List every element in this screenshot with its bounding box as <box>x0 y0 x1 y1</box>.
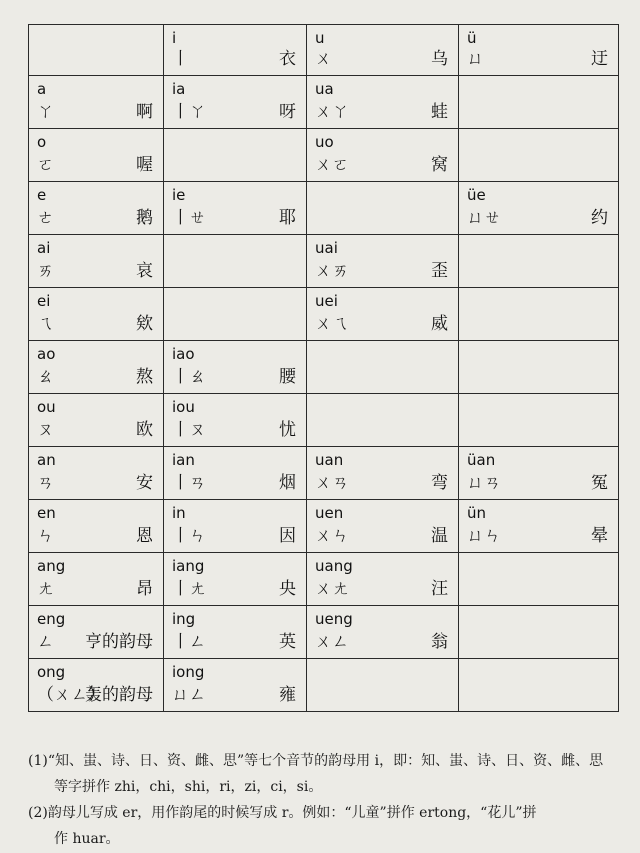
pinyin-label: ou <box>37 398 56 416</box>
table-cell <box>29 129 164 182</box>
example-char: 因 <box>279 526 296 546</box>
pinyin-label: uei <box>315 292 338 310</box>
cell-content <box>459 553 618 605</box>
example-char: 威 <box>431 314 448 334</box>
pinyin-label: uo <box>315 133 334 151</box>
example-char: 翁 <box>431 632 448 652</box>
zhuyin-label: 丨ㄤ <box>172 579 206 599</box>
cell-content <box>459 288 618 340</box>
zhuyin-label: ㄤ <box>37 579 54 599</box>
pinyin-label: uen <box>315 504 344 522</box>
pinyin-label: ong <box>37 663 66 681</box>
example-char: 央 <box>279 579 296 599</box>
example-char: 弯 <box>431 473 448 493</box>
cell-content <box>164 447 306 499</box>
cell-content <box>459 394 618 446</box>
cell-content <box>29 341 163 393</box>
table-cell <box>459 235 619 288</box>
zhuyin-label: ㄩㄢ <box>467 473 501 493</box>
cell-content <box>459 129 618 181</box>
zhuyin-label: ㄠ <box>37 367 54 387</box>
zhuyin-label: ㄢ <box>37 473 54 493</box>
cell-content <box>459 25 618 75</box>
table-cell <box>459 606 619 659</box>
table-cell <box>29 553 164 606</box>
table-cell <box>29 341 164 394</box>
cell-content <box>459 606 618 658</box>
zhuyin-label: ㄩㄥ <box>172 685 206 705</box>
example-char: 轰的韵母 <box>85 685 153 705</box>
zhuyin-label: 丨ㄢ <box>172 473 206 493</box>
table-cell <box>307 394 459 447</box>
cell-content <box>29 447 163 499</box>
cell-content <box>307 129 458 181</box>
table-cell <box>307 500 459 553</box>
table-cell <box>459 76 619 129</box>
example-char: 冤 <box>591 473 608 493</box>
table-row <box>29 500 619 553</box>
table-cell <box>459 288 619 341</box>
zhuyin-label: 丨ㄥ <box>172 632 206 652</box>
cell-content <box>307 76 458 128</box>
table-cell <box>459 182 619 235</box>
zhuyin-label: 丨ㄠ <box>172 367 206 387</box>
table-cell <box>307 553 459 606</box>
cell-content <box>29 235 163 287</box>
pinyin-label: uan <box>315 451 344 469</box>
cell-content <box>164 25 306 75</box>
pinyin-label: iao <box>172 345 195 363</box>
table-row <box>29 235 619 288</box>
cell-content <box>307 553 458 605</box>
zhuyin-label: ㄨㄚ <box>315 102 349 122</box>
cell-content <box>459 659 618 711</box>
cell-content <box>29 659 163 711</box>
cell-content <box>307 288 458 340</box>
pinyin-label: o <box>37 133 47 151</box>
table-cell <box>164 76 307 129</box>
pinyin-label: ueng <box>315 610 353 628</box>
zhuyin-label: ㄩ <box>467 49 484 69</box>
cell-content <box>459 341 618 393</box>
zhuyin-label: ㄨㄣ <box>315 526 349 546</box>
cell-content <box>29 606 163 658</box>
table-cell <box>164 659 307 712</box>
zhuyin-label: ㄚ <box>37 102 54 122</box>
cell-content <box>307 25 458 75</box>
zhuyin-label: ㄡ <box>37 420 54 440</box>
cell-content <box>307 659 458 711</box>
table-cell <box>164 500 307 553</box>
example-char: 歪 <box>431 261 448 281</box>
zhuyin-label: ㄨㄤ <box>315 579 349 599</box>
example-char: 温 <box>431 526 448 546</box>
example-char: 衣 <box>279 49 296 69</box>
cell-content <box>29 182 163 234</box>
cell-content <box>307 235 458 287</box>
cell-content <box>29 553 163 605</box>
table-row <box>29 553 619 606</box>
table-cell <box>459 394 619 447</box>
table-row <box>29 288 619 341</box>
table-cell <box>307 341 459 394</box>
zhuyin-label: 丨 <box>172 49 189 69</box>
example-char: 腰 <box>279 367 296 387</box>
zhuyin-label: ㄥ <box>37 632 54 652</box>
zhuyin-label: 丨ㄣ <box>172 526 206 546</box>
cell-content <box>29 500 163 552</box>
table-cell <box>29 659 164 712</box>
zhuyin-label: ㄨㄛ <box>315 155 349 175</box>
cell-content <box>307 606 458 658</box>
table-cell <box>29 288 164 341</box>
example-char: 鹅 <box>136 208 153 228</box>
pinyin-label: uai <box>315 239 338 257</box>
zhuyin-label: ㄩㄝ <box>467 208 501 228</box>
header-row <box>29 25 619 76</box>
finals-table-body <box>29 25 619 712</box>
pinyin-label: ao <box>37 345 56 363</box>
table-cell <box>29 606 164 659</box>
cell-content <box>164 288 306 340</box>
example-char: 呀 <box>279 102 296 122</box>
pinyin-label: en <box>37 504 56 522</box>
zhuyin-label: ㄣ <box>37 526 54 546</box>
table-cell <box>307 76 459 129</box>
table-cell <box>307 25 459 76</box>
table-cell <box>164 25 307 76</box>
pinyin-label: eng <box>37 610 66 628</box>
table-cell <box>307 606 459 659</box>
zhuyin-label: ㄛ <box>37 155 54 175</box>
example-char: 熬 <box>136 367 153 387</box>
table-row <box>29 606 619 659</box>
cell-content <box>307 182 458 234</box>
example-char: 英 <box>279 632 296 652</box>
table-cell <box>459 500 619 553</box>
cell-content <box>459 447 618 499</box>
pinyin-label: an <box>37 451 56 469</box>
note-1-line-2: 等字拼作 zhi，chi，shi，ri，zi，ci，si。 <box>54 779 323 795</box>
table-row <box>29 182 619 235</box>
table-cell <box>459 25 619 76</box>
pinyin-label: ian <box>172 451 195 469</box>
table-cell <box>164 129 307 182</box>
zhuyin-label: 丨ㄡ <box>172 420 206 440</box>
table-cell <box>164 235 307 288</box>
pinyin-label: ing <box>172 610 196 628</box>
table-cell <box>29 235 164 288</box>
table-cell <box>307 235 459 288</box>
note-2-line-2: 作 huar。 <box>54 831 120 847</box>
table-row <box>29 659 619 712</box>
table-cell <box>164 606 307 659</box>
example-char: 窝 <box>431 155 448 175</box>
cell-content <box>164 76 306 128</box>
table-cell <box>459 129 619 182</box>
example-char: 迂 <box>591 49 608 69</box>
pinyin-label: ia <box>172 80 186 98</box>
table-cell <box>459 447 619 500</box>
pinyin-label: iang <box>172 557 205 575</box>
zhuyin-label: 丨ㄝ <box>172 208 206 228</box>
pinyin-label: a <box>37 80 47 98</box>
cell-content <box>29 288 163 340</box>
zhuyin-label: ㄨㄥ <box>315 632 349 652</box>
pinyin-label: u <box>315 29 325 47</box>
table-row <box>29 447 619 500</box>
example-char: 约 <box>591 208 608 228</box>
cell-content <box>459 76 618 128</box>
cell-content <box>459 235 618 287</box>
table-cell <box>164 341 307 394</box>
pinyin-label: uang <box>315 557 353 575</box>
table-cell <box>307 288 459 341</box>
table-cell <box>459 553 619 606</box>
cell-content <box>307 447 458 499</box>
note-1-line-1: (1)“知、蚩、诗、日、资、雌、思”等七个音节的韵母用 i，即：知、蚩、诗、日、资、雌、思 <box>28 753 604 769</box>
table-cell <box>164 553 307 606</box>
table-cell <box>29 76 164 129</box>
example-char: 昂 <box>136 579 153 599</box>
example-char: 耶 <box>279 208 296 228</box>
example-char: 烟 <box>279 473 296 493</box>
example-char: 蛙 <box>431 102 448 122</box>
example-char: 喔 <box>136 155 153 175</box>
zhuyin-label: （ㄨㄥ） <box>37 685 105 705</box>
table-cell <box>164 288 307 341</box>
pinyin-label: üan <box>467 451 496 469</box>
example-char: 欸 <box>136 314 153 334</box>
cell-content <box>164 341 306 393</box>
cell-content <box>459 500 618 552</box>
pinyin-label: ie <box>172 186 186 204</box>
cell-content <box>164 553 306 605</box>
cell-content <box>307 394 458 446</box>
zhuyin-label: ㄨ <box>315 49 332 69</box>
cell-content <box>164 182 306 234</box>
finals-table <box>28 24 619 712</box>
footnotes <box>28 748 624 852</box>
pinyin-label: e <box>37 186 47 204</box>
pinyin-label: i <box>172 29 177 47</box>
pinyin-label: iong <box>172 663 205 681</box>
table-cell <box>459 341 619 394</box>
example-char: 雍 <box>279 685 296 705</box>
table-cell <box>29 25 164 76</box>
table-cell <box>29 500 164 553</box>
example-char: 乌 <box>431 49 448 69</box>
cell-content <box>29 129 163 181</box>
pinyin-label: ün <box>467 504 487 522</box>
cell-content <box>164 659 306 711</box>
example-char: 啊 <box>136 102 153 122</box>
table-row <box>29 76 619 129</box>
note-2-line-1: (2)韵母儿写成 er，用作韵尾的时候写成 r。例如：“儿童”拼作 ertong，“花儿”拼 <box>28 805 537 821</box>
table-row <box>29 394 619 447</box>
table-cell <box>307 447 459 500</box>
zhuyin-label: ㄨㄟ <box>315 314 349 334</box>
pinyin-label: iou <box>172 398 195 416</box>
table-cell <box>307 182 459 235</box>
pinyin-label: ang <box>37 557 66 575</box>
cell-content <box>164 606 306 658</box>
example-char: 汪 <box>431 579 448 599</box>
table-cell <box>164 447 307 500</box>
pinyin-label: in <box>172 504 186 522</box>
example-char: 安 <box>136 473 153 493</box>
table-cell <box>459 659 619 712</box>
cell-content <box>29 394 163 446</box>
zhuyin-label: ㄨㄞ <box>315 261 349 281</box>
cell-content <box>164 500 306 552</box>
table-cell <box>29 394 164 447</box>
zhuyin-label: ㄟ <box>37 314 54 334</box>
cell-content <box>164 394 306 446</box>
example-char: 晕 <box>591 526 608 546</box>
table-cell <box>29 182 164 235</box>
zhuyin-label: ㄨㄢ <box>315 473 349 493</box>
cell-content <box>307 500 458 552</box>
zhuyin-label: ㄩㄣ <box>467 526 501 546</box>
cell-content <box>164 129 306 181</box>
table-row <box>29 341 619 394</box>
zhuyin-label: ㄜ <box>37 208 54 228</box>
example-char: 欧 <box>136 420 153 440</box>
example-char: 哀 <box>136 261 153 281</box>
zhuyin-label: 丨ㄚ <box>172 102 206 122</box>
pinyin-label: ua <box>315 80 334 98</box>
table-cell <box>307 659 459 712</box>
zhuyin-label: ㄞ <box>37 261 54 281</box>
cell-content <box>29 76 163 128</box>
example-char: 忧 <box>279 420 296 440</box>
pinyin-label: üe <box>467 186 486 204</box>
table-cell <box>164 394 307 447</box>
cell-content <box>164 235 306 287</box>
cell-content <box>29 25 163 75</box>
cell-content <box>307 341 458 393</box>
pinyin-label: ei <box>37 292 51 310</box>
table-row <box>29 129 619 182</box>
example-char: 亨的韵母 <box>85 632 153 652</box>
table-cell <box>29 447 164 500</box>
table-cell <box>164 182 307 235</box>
pinyin-label: ai <box>37 239 51 257</box>
cell-content <box>459 182 618 234</box>
table-cell <box>307 129 459 182</box>
pinyin-label: ü <box>467 29 477 47</box>
example-char: 恩 <box>136 526 153 546</box>
